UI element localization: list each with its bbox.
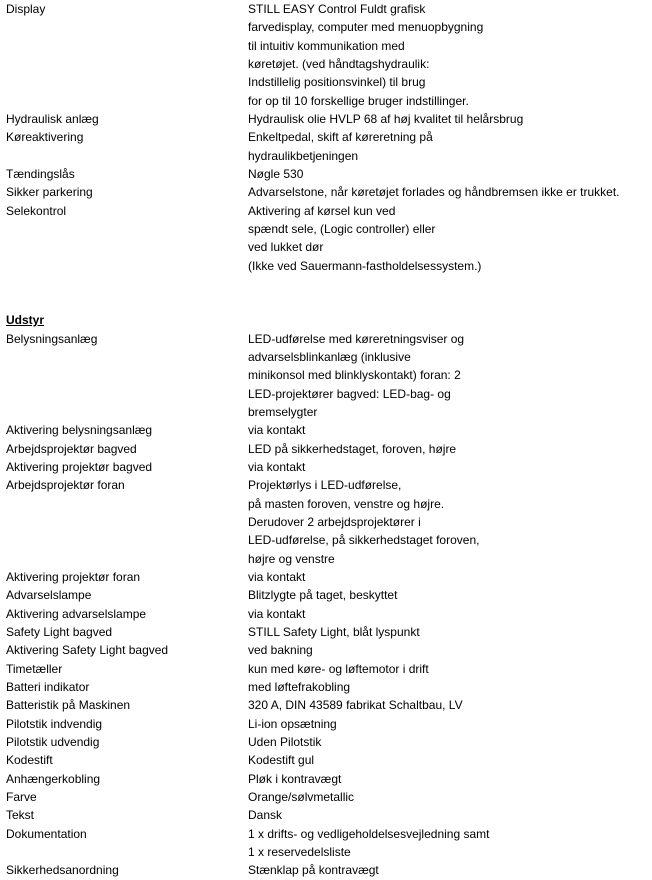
spec-value-cell: [248, 715, 652, 733]
spec-label-cell: [0, 770, 248, 788]
spec-value-cell: [248, 696, 652, 714]
spec-value-line: LED på sikkerhedstaget, foroven, højre: [248, 441, 457, 456]
spec-row: [0, 0, 652, 110]
spec-label: Arbejdsprojektør bagved: [6, 441, 137, 456]
spec-row: [0, 183, 652, 201]
spec-value-cell: [248, 458, 652, 476]
spec-label-cell: [0, 678, 248, 696]
spec-value-line: (Ikke ved Sauermann-fastholdelsessystem.): [248, 258, 482, 273]
spec-value-line: 1 x reservedelsliste: [248, 845, 351, 860]
spec-value-line: Li-ion opsætning: [248, 716, 337, 731]
spec-value-line: Advarselstone, når køretøjet forlades og håndbremsen ikke er trukket.: [248, 185, 620, 200]
spec-row: [0, 806, 652, 824]
spec-value-line: farvedisplay, computer med menuopbygning: [248, 20, 484, 35]
spec-label-cell: [0, 825, 248, 862]
spec-label: Dokumentation: [6, 826, 87, 841]
spec-label-cell: [0, 568, 248, 586]
spec-label: Køreaktivering: [6, 130, 84, 145]
spec-value-line: Projektørlys i LED-udførelse,: [248, 478, 402, 493]
spec-row: [0, 696, 652, 714]
spec-value-line: Kodestift gul: [248, 753, 315, 768]
spec-value-line: Nøgle 530: [248, 167, 304, 182]
spec-value-line: Aktivering af kørsel kun ved: [248, 203, 396, 218]
spec-value-line: spændt sele, (Logic controller) eller: [248, 222, 436, 237]
spec-row: [0, 770, 652, 788]
spec-row: [0, 586, 652, 604]
spec-label-cell: [0, 458, 248, 476]
spec-row: [0, 861, 652, 879]
spec-value-line: 320 A, DIN 43589 fabrikat Schaltbau, LV: [248, 698, 463, 713]
spec-value-cell: [248, 623, 652, 641]
spec-row: [0, 788, 652, 806]
spec-row: [0, 440, 652, 458]
spec-row: [0, 660, 652, 678]
spec-value-cell: [248, 183, 652, 201]
spec-label: Aktivering advarselslampe: [6, 606, 147, 621]
spec-value-cell: [248, 806, 652, 824]
spec-label: Pilotstik indvendig: [6, 716, 103, 731]
spec-label-cell: [0, 733, 248, 751]
spec-label: Belysningsanlæg: [6, 331, 98, 346]
spec-value-line: kun med køre- og løftemotor i drift: [248, 661, 429, 676]
spec-row: [0, 825, 652, 862]
spec-value-cell: [248, 330, 652, 422]
spec-row: [0, 128, 652, 165]
spec-label-cell: [0, 110, 248, 128]
spec-value-cell: [248, 605, 652, 623]
spec-value-cell: [248, 440, 652, 458]
spec-label-cell: [0, 476, 248, 568]
spec-label: Anhængerkobling: [6, 771, 101, 786]
spec-label: Kodestift: [6, 753, 53, 768]
spec-value-line: Stænklap på kontravægt: [248, 863, 379, 878]
spec-label: Aktivering Safety Light bagved: [6, 643, 169, 658]
spec-label: Hydraulisk anlæg: [6, 112, 99, 127]
spec-label-cell: [0, 641, 248, 659]
spec-value-cell: [248, 128, 652, 165]
spec-value-cell: [248, 165, 652, 183]
spec-value-cell: [248, 568, 652, 586]
spec-value-cell: [248, 641, 652, 659]
spec-label: Batteristik på Maskinen: [6, 698, 131, 713]
spec-value-cell: [248, 825, 652, 862]
spec-row: [0, 165, 652, 183]
spec-value-line: ved bakning: [248, 643, 313, 658]
spec-value-line: ved lukket dør: [248, 240, 324, 255]
spec-row: [0, 751, 652, 769]
spec-value-line: Derudover 2 arbejdsprojektører i: [248, 514, 421, 529]
section-heading: Udstyr: [6, 313, 45, 328]
spec-value-line: hydraulikbetjeningen: [248, 148, 359, 163]
spec-value-line: Blitzlygte på taget, beskyttet: [248, 588, 398, 603]
spec-row: [0, 202, 652, 275]
spec-row: [0, 623, 652, 641]
spec-label: Batteri indikator: [6, 680, 90, 695]
spec-label-cell: [0, 861, 248, 879]
spec-label-cell: [0, 128, 248, 165]
spec-row: [0, 678, 652, 696]
spec-label: Advarselslampe: [6, 588, 92, 603]
spec-value-cell: [248, 751, 652, 769]
spec-label: Aktivering projektør foran: [6, 569, 141, 584]
spec-label: Arbejdsprojektør foran: [6, 478, 125, 493]
spec-label-cell: [0, 586, 248, 604]
spec-value-line: til intuitiv kommunikation med: [248, 38, 405, 53]
spec-label-cell: [0, 421, 248, 439]
spec-label-cell: [0, 183, 248, 201]
spec-label: Tekst: [6, 808, 35, 823]
spec-value-cell: [248, 861, 652, 879]
spec-label: Timetæller: [6, 661, 63, 676]
spec-label: Sikker parkering: [6, 185, 93, 200]
spec-value-line: STILL EASY Control Fuldt grafisk: [248, 2, 426, 16]
spec-value-line: Pløk i kontravægt: [248, 771, 342, 786]
spec-label: Aktivering projektør bagved: [6, 459, 153, 474]
spec-row: [0, 110, 652, 128]
spec-value-line: STILL Safety Light, blåt lyspunkt: [248, 625, 420, 639]
spec-value-line: Enkeltpedal, skift af køreretning på: [248, 130, 433, 145]
spec-label-cell: [0, 623, 248, 641]
spec-label: Pilotstik udvendig: [6, 735, 100, 750]
spec-value-line: Orange/sølvmetallic: [248, 790, 355, 805]
spec-label: Sikkerhedsanordning: [6, 863, 119, 878]
spec-value-line: via kontakt: [248, 459, 306, 474]
spec-value-cell: [248, 202, 652, 275]
spec-value-cell: [248, 733, 652, 751]
spec-label: Display: [6, 2, 46, 16]
spec-label-cell: [0, 806, 248, 824]
spec-label-cell: [0, 165, 248, 183]
spec-value-cell: [248, 110, 652, 128]
spec-value-cell: [248, 0, 652, 110]
spec-value-cell: [248, 421, 652, 439]
spec-label-cell: [0, 0, 248, 110]
spec-label-cell: [0, 696, 248, 714]
spec-label-cell: [0, 605, 248, 623]
spec-label: Farve: [6, 790, 37, 805]
spec-row: [0, 605, 652, 623]
spec-label: Tændingslås: [6, 167, 75, 182]
spec-row: [0, 568, 652, 586]
spec-value-line: LED-udførelse med køreretningsviser og: [248, 331, 465, 346]
spec-row: [0, 715, 652, 733]
spec-value-line: Dansk: [248, 808, 283, 823]
spec-value-line: køretøjet. (ved håndtagshydraulik:: [248, 57, 430, 72]
spec-label-cell: [0, 788, 248, 806]
spec-value-cell: [248, 476, 652, 568]
section-spacer: [0, 275, 652, 311]
spec-value-line: højre og venstre: [248, 551, 335, 566]
spec-value-cell: [248, 586, 652, 604]
spec-label-cell: [0, 715, 248, 733]
spec-value-line: på masten foroven, venstre og højre.: [248, 496, 445, 511]
spec-value-line: Hydraulisk olie HVLP 68 af høj kvalitet til helårsbrug: [248, 112, 524, 127]
spec-value-line: via kontakt: [248, 423, 306, 438]
spec-row: [0, 476, 652, 568]
spec-value-line: minikonsol med blinklyskontakt) foran: 2: [248, 368, 461, 383]
spec-value-line: LED-udførelse, på sikkerhedstaget foroven,: [248, 533, 480, 548]
spec-value-line: LED-projektører bagved: LED-bag- og: [248, 386, 451, 401]
spec-label: Aktivering belysningsanlæg: [6, 423, 153, 438]
spec-row: [0, 641, 652, 659]
spec-row: [0, 458, 652, 476]
spec-value-line: med løftefrakobling: [248, 680, 351, 695]
spec-value-line: bremselygter: [248, 404, 318, 419]
spec-label-cell: [0, 660, 248, 678]
spec-label: Safety Light bagved: [6, 625, 113, 639]
spec-label-cell: [0, 202, 248, 275]
spec-value-line: via kontakt: [248, 606, 306, 621]
spec-value-line: 1 x drifts- og vedligeholdelsesvejledning samt: [248, 826, 490, 841]
spec-value-line: Uden Pilotstik: [248, 735, 322, 750]
spec-value-cell: [248, 770, 652, 788]
spec-value-cell: [248, 678, 652, 696]
spec-row: [0, 421, 652, 439]
spec-value-line: advarselsblinkanlæg (inklusive: [248, 349, 411, 364]
spec-row: [0, 330, 652, 422]
spec-value-line: Indstillelig positionsvinkel) til brug: [248, 75, 426, 90]
spec-label: Selekontrol: [6, 203, 67, 218]
spec-label-cell: [0, 440, 248, 458]
spec-value-line: via kontakt: [248, 569, 306, 584]
spec-value-cell: [248, 660, 652, 678]
spec-row: [0, 733, 652, 751]
spec-value-line: for op til 10 forskellige bruger indstillinger.: [248, 93, 469, 108]
spec-value-cell: [248, 788, 652, 806]
spec-label-cell: [0, 751, 248, 769]
spec-label-cell: [0, 330, 248, 422]
